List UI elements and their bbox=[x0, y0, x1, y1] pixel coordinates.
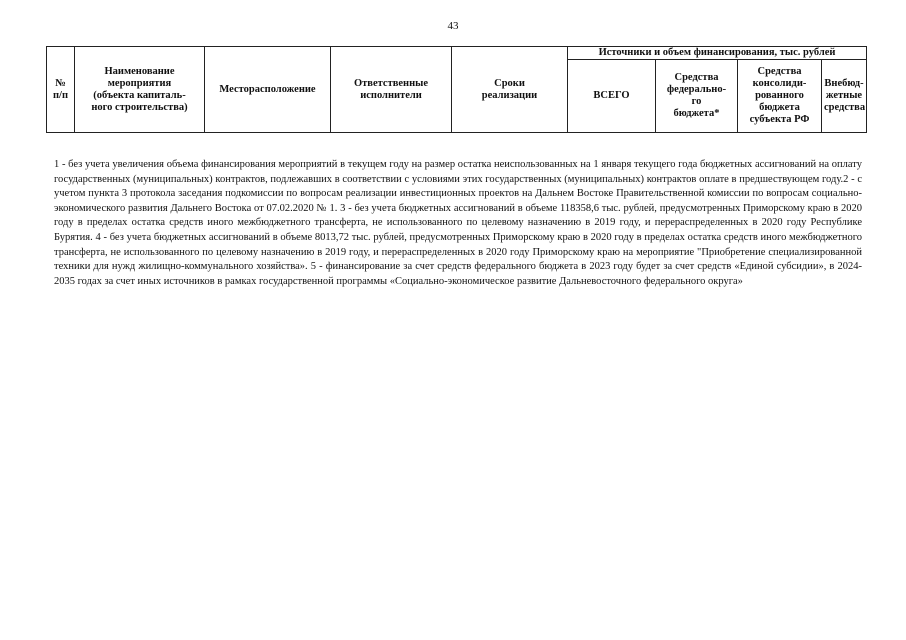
column-header-total bbox=[568, 60, 656, 133]
column-header-responsible-label: Ответственные исполнители bbox=[353, 77, 429, 101]
financing-header-table bbox=[46, 46, 867, 133]
column-header-num-label: № п/п bbox=[52, 77, 69, 101]
column-header-location-label: Месторасположение bbox=[219, 83, 316, 95]
column-header-regional bbox=[738, 60, 822, 133]
column-header-location bbox=[205, 47, 331, 133]
column-header-federal-label: Средства федерально- го бюджета* bbox=[666, 72, 727, 119]
column-header-terms bbox=[452, 47, 568, 133]
financing-group-header bbox=[568, 47, 867, 60]
column-header-regional-label: Средства консолиди- рованного бюджета субъекта РФ bbox=[749, 66, 810, 125]
column-header-name bbox=[75, 47, 205, 133]
column-header-terms-label: Сроки реализации bbox=[481, 77, 538, 101]
column-header-num bbox=[47, 47, 75, 133]
financing-group-label: Источники и объем финансирования, тыс. рублей bbox=[598, 47, 836, 58]
column-header-federal bbox=[656, 60, 738, 133]
column-header-offbudget-label: Внебюд- жетные средства bbox=[824, 78, 866, 113]
footnotes-paragraph: 1 - без учета увеличения объема финансирования мероприятий в текущем году на размер остатка неиспользованных на 1 января текущего года бюджетных ассигнований на оплату государственных (муниципальных) контрактов, подлежавших в соответствии с условиями этих государственных (муниципальных) контрактов оплате в предшествующем году.2 - с учетом пункта 3 протокола заседания подкомиссии по вопросам реализации инвестиционных проектов на Дальнем Востоке Правительственной комиссии по вопросам социально-экономического развития Дальнего Востока от 07.02.2020 № 1. 3 - без учета бюджетных ассигнований в объеме 118358,6 тыс. рублей, предусмотренных Приморскому краю в 2020 году в пределах остатка средств иного межбюджетного трансферта, не использованного по целевому назначению в 2019 году, и перераспределенных в 2020 году Республике Бурятия. 4 - без учета бюджетных ассигнований в объеме 8013,72 тыс. рублей, предусмотренных Приморскому краю в 2020 году в пределах остатка средств иного межбюджетного трансферта, не использованного по целевому назначению в 2019 году, и перераспределенных в 2020 году Приморскому краю на мероприятие "Приобретение специализированной техники для нужд жилищно-коммунального хозяйства». 5 - финансирование за счет средств федерального бюджета в 2023 году будет за счет средств «Единой субсидии», в 2024-2035 годах за счет иных источников в рамках государственной программы «Социально-экономическое развитие Дальневосточного федерального округа» bbox=[54, 159, 862, 287]
column-header-total-label: ВСЕГО bbox=[593, 90, 630, 101]
column-header-name-label: Наименование мероприятия (объекта капиталь- ного строительства) bbox=[91, 65, 188, 113]
column-header-offbudget bbox=[822, 60, 867, 133]
column-header-responsible bbox=[331, 47, 452, 133]
page-number: 43 bbox=[447, 20, 459, 32]
